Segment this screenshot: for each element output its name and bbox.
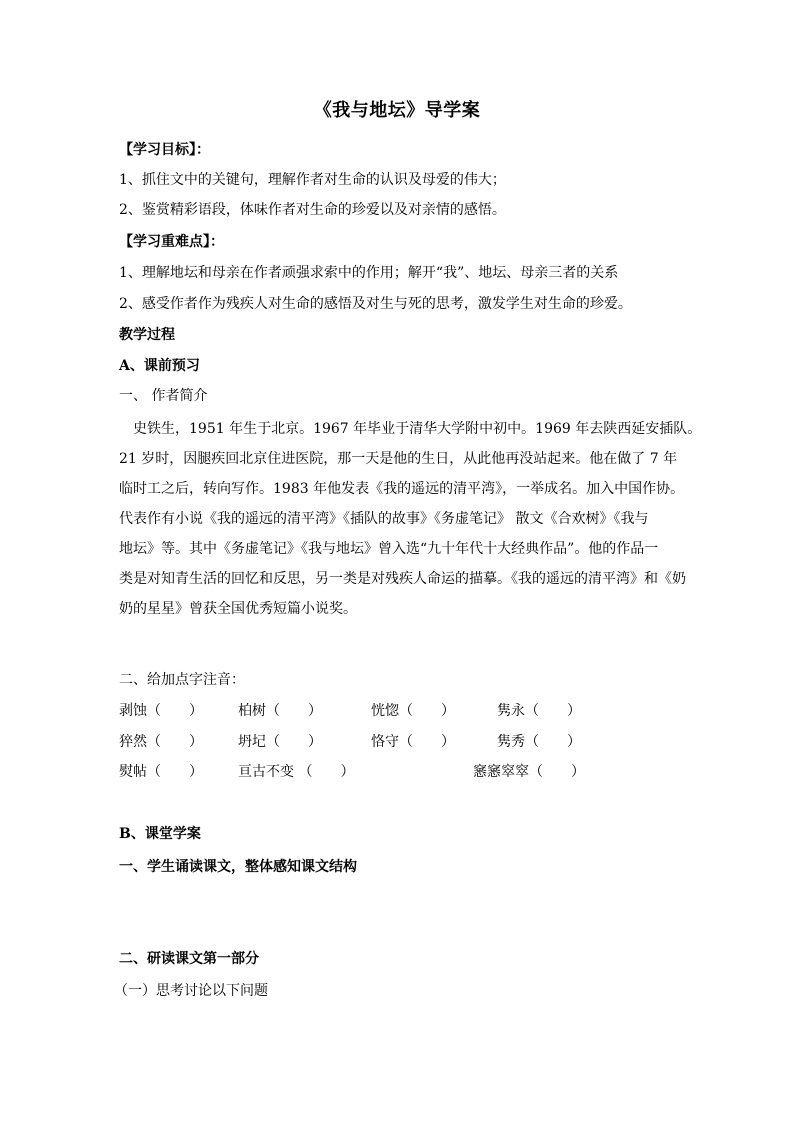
process-heading: 教学过程: [119, 327, 175, 343]
author-intro-line: 临时工之后，转向写作。1983 年他发表《我的遥远的清平湾》，一举成名。加入中国作协。: [119, 481, 685, 497]
phonetic-item: 柏树（ ）: [238, 703, 322, 719]
author-intro-line: 地坛》等。其中《务虚笔记》《我与地坛》曾入选“九十年代十大经典作品”。他的作品一: [119, 541, 659, 557]
phonetic-item: 窸窸窣窣（ ）: [473, 764, 585, 780]
phonetic-heading: 二、给加点字注音：: [119, 672, 245, 688]
objective-item-2: 2、鉴赏精彩语段，体味作者对生命的珍爱以及对亲情的感悟。: [119, 202, 506, 218]
objectives-heading: 【学习目标】：: [119, 142, 210, 158]
author-intro-paragraph: [119, 414, 702, 624]
section-b-item-2: 二、研读课文第一部分: [119, 951, 259, 967]
phonetic-item: 剥蚀（ ）: [119, 703, 203, 719]
phonetic-item: 亘古不变 （ ）: [238, 764, 355, 780]
section-b-item-2-sub: （一）思考讨论以下问题: [114, 983, 268, 999]
phonetic-item: 坍圮（ ）: [238, 734, 322, 750]
author-intro-heading: 一、 作者简介: [119, 388, 208, 404]
phonetic-item: 隽永（ ）: [497, 703, 581, 719]
author-intro-line: 类是对知青生活的回忆和反思，另一类是对残疾人命运的描摹。《我的遥远的清平湾》和《奶: [119, 571, 686, 587]
phonetic-item: 熨帖（ ）: [119, 764, 203, 780]
page-title: 《我与地坛》导学案: [313, 100, 481, 121]
key-point-item-2: 2、感受作者作为残疾人对生命的感悟及对生与死的思考，激发学生对生命的珍爱。: [119, 296, 632, 312]
phonetic-item: 恍惚（ ）: [371, 703, 455, 719]
author-intro-line: 21 岁时，因腿疾回北京住进医院，那一天是他的生日，从此他再没站起来。他在做了 7 年: [119, 451, 678, 467]
key-points-heading: 【学习重难点】：: [119, 234, 224, 250]
section-b-item-1: 一、学生诵读课文，整体感知课文结构: [119, 859, 357, 875]
author-intro-line: 奶的星星》曾获全国优秀短篇小说奖。: [119, 601, 357, 617]
author-intro-line: 代表作有小说《我的遥远的清平湾》《插队的故事》《务虚笔记》 散文《合欢树》《我与: [119, 511, 649, 527]
phonetic-item: 猝然（ ）: [119, 734, 203, 750]
key-point-item-1: 1、理解地坛和母亲在作者顽强求索中的作用；解开“我”、地坛、母亲三者的关系: [119, 265, 619, 281]
phonetic-item: 隽秀（ ）: [497, 734, 581, 750]
section-a-heading: A、课前预习: [119, 358, 200, 374]
section-b-heading: B、课堂学案: [119, 826, 201, 842]
author-intro-line: 史铁生，1951 年生于北京。1967 年毕业于清华大学附中初中。1969 年去陕西延安插队。: [119, 421, 702, 437]
phonetic-item: 恪守（ ）: [371, 734, 455, 750]
objective-item-1: 1、抓住文中的关键句，理解作者对生命的认识及母爱的伟大；: [119, 172, 506, 188]
